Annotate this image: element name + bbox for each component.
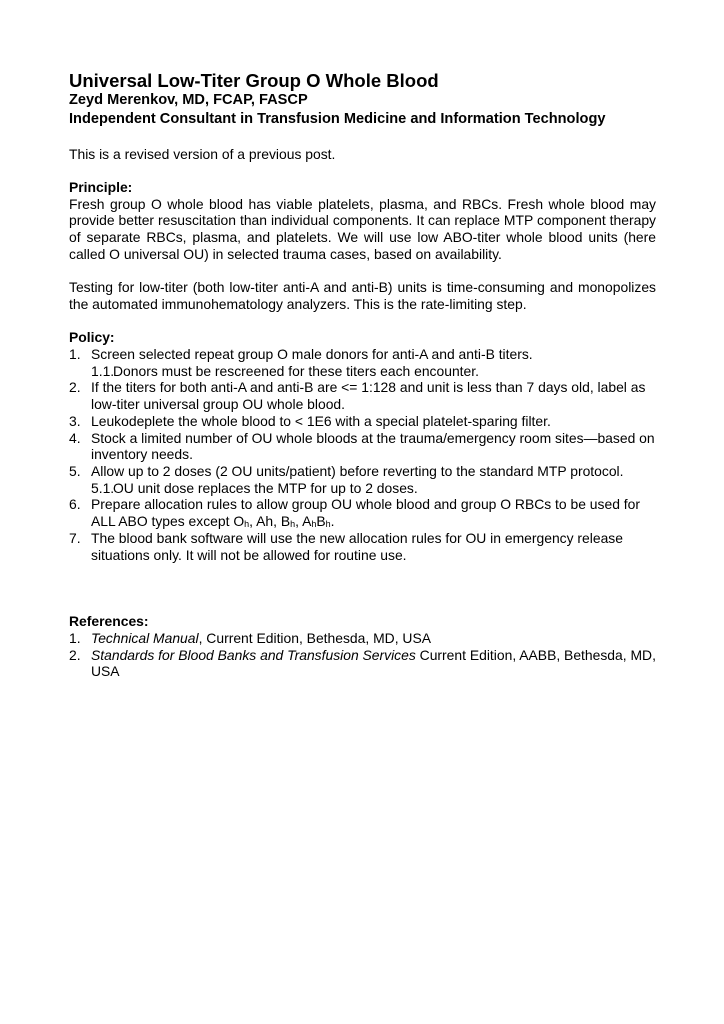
item-text: Prepare allocation rules to allow group OU whole blood and group O RBCs to be used for ALL ABO types except xyxy=(91,496,640,530)
reference-item-1 xyxy=(69,630,656,647)
policy-list xyxy=(69,346,656,563)
abo-type-ah: Ah xyxy=(256,513,274,530)
principle-paragraph-1: Fresh group O whole blood has viable platelets, plasma, and RBCs. Fresh whole blood may provide better resuscitation than individual components. It can replace MTP component therapy of separate RBCs, plasma, and platelets. We will use low ABO-titer whole blood units (here called O universal OU) in selected trauma cases, based on availability. xyxy=(69,195,656,262)
item-number: 6. xyxy=(69,496,81,513)
principle-heading: Principle: xyxy=(69,179,133,196)
policy-item-5 xyxy=(69,463,656,480)
item-text: Donors must be rescreened for these titers each encounter. xyxy=(113,362,479,379)
item-number: 5.1. xyxy=(91,479,115,496)
policy-item-7 xyxy=(69,530,656,563)
intro-note: This is a revised version of a previous post. xyxy=(69,145,336,162)
item-number: 5. xyxy=(69,463,81,479)
abo-type-bh: $B_h$ xyxy=(280,513,296,530)
item-number: 3. xyxy=(69,412,81,429)
reference-item-2 xyxy=(69,647,656,680)
item-number: 1.1. xyxy=(91,362,115,379)
item-text: Leukodeplete the whole blood to < 1E6 with a special platelet-sparing filter. xyxy=(91,412,551,429)
item-text: If the titers for both anti-A and anti-B are <= 1:128 and unit is less than 7 days old, label as low-titer universal group OU whole blood. xyxy=(91,379,646,413)
document-page xyxy=(69,70,656,680)
item-text: Screen selected repeat group O male donors for anti-A and anti-B titers. xyxy=(91,346,533,363)
abo-type-abh: $A_hB_h$ xyxy=(302,513,331,530)
policy-item-6: 6. Prepare allocation rules to allow group OU whole blood and group O RBCs to be used for ALL ABO types except $O_h$, Ah, $B_h$, $A_hB_h$. xyxy=(69,496,640,530)
policy-item-1-1 xyxy=(91,363,656,380)
policy-item-1 xyxy=(69,346,656,363)
policy-heading: Policy: xyxy=(69,329,115,346)
item-text: The blood bank software will use the new allocation rules for OU in emergency release situations only. It will not be allowed for routine use. xyxy=(91,529,623,563)
author-line: Zeyd Merenkov, MD, FCAP, FASCP xyxy=(69,92,308,108)
reference-details: , Current Edition, Bethesda, MD, USA xyxy=(198,629,431,646)
item-text: Stock a limited number of OU whole bloods at the trauma/emergency room sites—based on inventory needs. xyxy=(91,429,655,463)
item-number: 2. xyxy=(69,646,81,663)
item-number: 1. xyxy=(69,629,81,646)
item-text: Allow up to 2 doses (2 OU units/patient) before reverting to the standard MTP protocol. xyxy=(91,463,624,479)
item-text: OU unit dose replaces the MTP for up to 2 doses. xyxy=(113,479,418,496)
reference-title: Standards for Blood Banks and Transfusion Services xyxy=(91,646,416,663)
principle-paragraph-2: Testing for low-titer (both low-titer anti-A and anti-B) units is time-consuming and monopolizes the automated immunohematology analyzers. This is the rate-limiting step. xyxy=(69,279,656,312)
abo-type-oh: $O_h$ xyxy=(233,513,250,530)
references-heading: References: xyxy=(69,613,149,630)
item-number: 4. xyxy=(69,429,81,446)
item-number: 7. xyxy=(69,529,81,546)
policy-item-4 xyxy=(69,430,656,463)
policy-item-5-1 xyxy=(91,480,656,497)
document-title: Universal Low-Titer Group O Whole Blood xyxy=(69,70,439,91)
policy-item-2 xyxy=(69,379,656,412)
reference-details: Current Edition, AABB, Bethesda, MD, USA xyxy=(91,646,656,680)
affiliation-line: Independent Consultant in Transfusion Medicine and Information Technology xyxy=(69,111,606,127)
reference-title: Technical Manual xyxy=(91,629,199,646)
references-list xyxy=(69,630,656,680)
item-number: 1. xyxy=(69,346,81,363)
item-number: 2. xyxy=(69,379,81,396)
policy-item-3 xyxy=(69,413,656,430)
